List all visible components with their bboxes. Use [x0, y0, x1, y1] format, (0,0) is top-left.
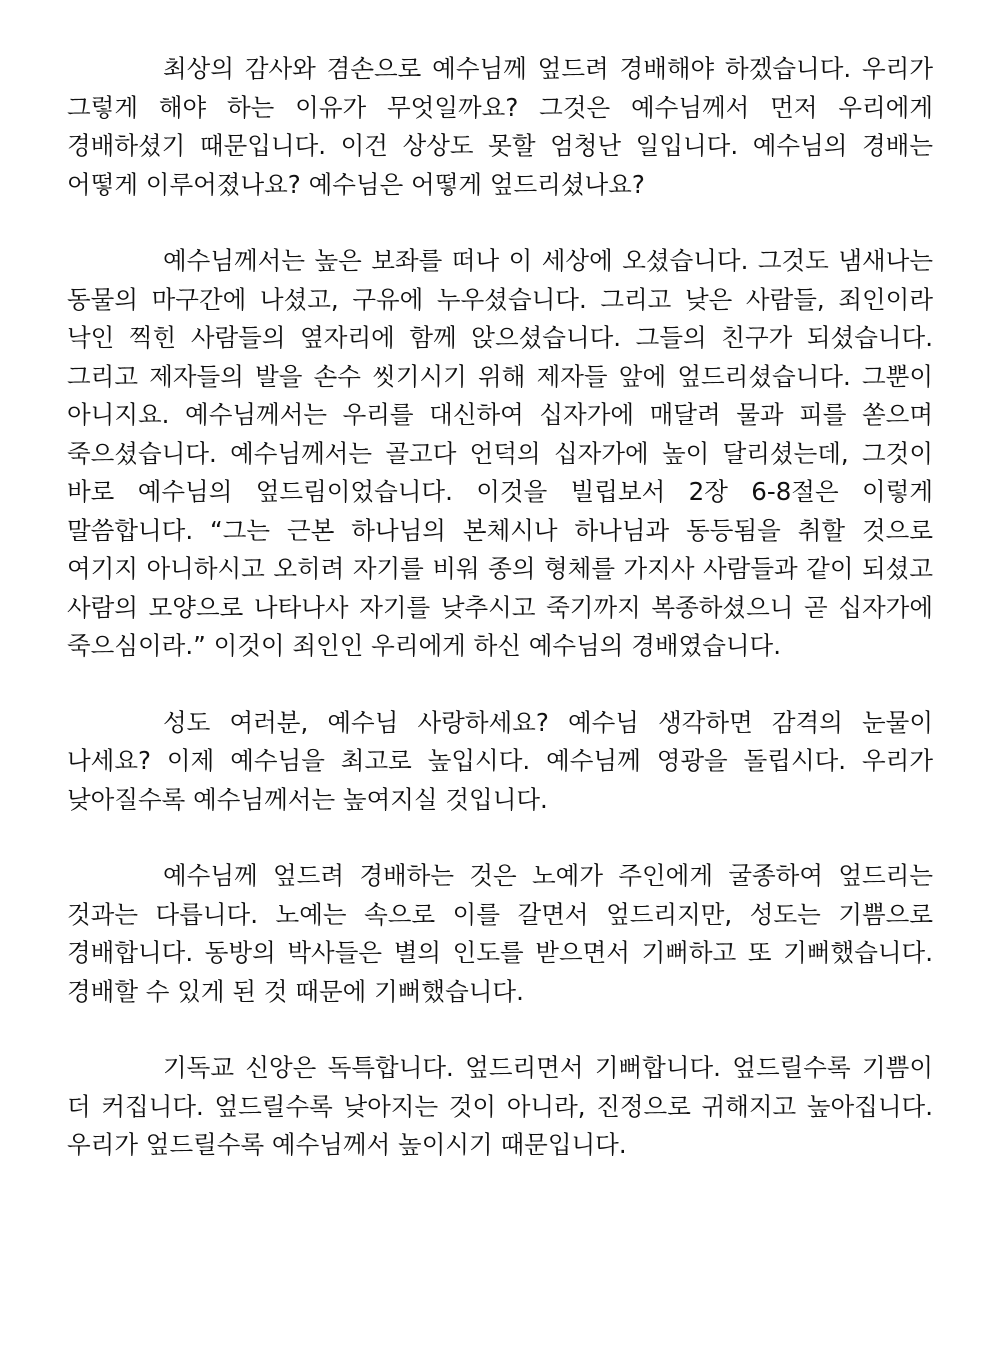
- paragraph-3: 성도 여러분, 예수님 사랑하세요? 예수님 생각하면 감격의 눈물이 나세요? 이제 예수님을 최고로 높입시다. 예수님께 영광을 돌립시다. 우리가 낮아질수록 예수님께서는 높여지실 것입니다.: [67, 707, 933, 814]
- document-body: [67, 50, 933, 1165]
- paragraph-2: 예수님께서는 높은 보좌를 떠나 이 세상에 오셨습니다. 그것도 냄새나는 동물의 마구간에 나셨고, 구유에 누우셨습니다. 그리고 낮은 사람들, 죄인이라 낙인 찍힌 사람들의 옆자리에 함께 앉으셨습니다. 그들의 친구가 되셨습니다. 그리고 제자들의 발을 손수 씻기시기 위해 제자들 앞에 엎드리셨습니다. 그뿐이 아니지요. 예수님께서는 우리를 대신하여 십자가에 매달려 물과 피를 쏟으며 죽으셨습니다. 예수님께서는 골고다 언덕의 십자가에 높이 달리셨는데, 그것이 바로 예수님의 엎드림이었습니다. 이것을 빌립보서 2장 6-8절은 이렇게 말씀합니다. “그는 근본 하나님의 본체시나 하나님과 동등됨을 취할 것으로 여기지 아니하시고 오히려 자기를 비워 종의 형체를 가지사 사람들과 같이 되셨고 사람의 모양으로 나타나사 자기를 낮추시고 죽기까지 복종하셨으니 곧 십자가에 죽으심이라.” 이것이 죄인인 우리에게 하신 예수님의 경배였습니다.: [67, 246, 933, 660]
- paragraph-4: 예수님께 엎드려 경배하는 것은 노예가 주인에게 굴종하여 엎드리는 것과는 다릅니다. 노예는 속으로 이를 갈면서 엎드리지만, 성도는 기쁨으로 경배합니다. 동방의 박사들은 별의 인도를 받으면서 기뻐하고 또 기뻐했습니다. 경배할 수 있게 된 것 때문에 기뻐했습니다.: [67, 861, 933, 1006]
- paragraph-5: 기독교 신앙은 독특합니다. 엎드리면서 기뻐합니다. 엎드릴수록 기쁨이 더 커집니다. 엎드릴수록 낮아지는 것이 아니라, 진정으로 귀해지고 높아집니다. 우리가 엎드릴수록 예수님께서 높이시기 때문입니다.: [67, 1053, 933, 1159]
- paragraph-1: 최상의 감사와 겸손으로 예수님께 엎드려 경배해야 하겠습니다. 우리가 그렇게 해야 하는 이유가 무엇일까요? 그것은 예수님께서 먼저 우리에게 경배하셨기 때문입니다. 이건 상상도 못할 엄청난 일입니다. 예수님의 경배는 어떻게 이루어졌나요? 예수님은 어떻게 엎드리셨나요?: [67, 54, 933, 199]
